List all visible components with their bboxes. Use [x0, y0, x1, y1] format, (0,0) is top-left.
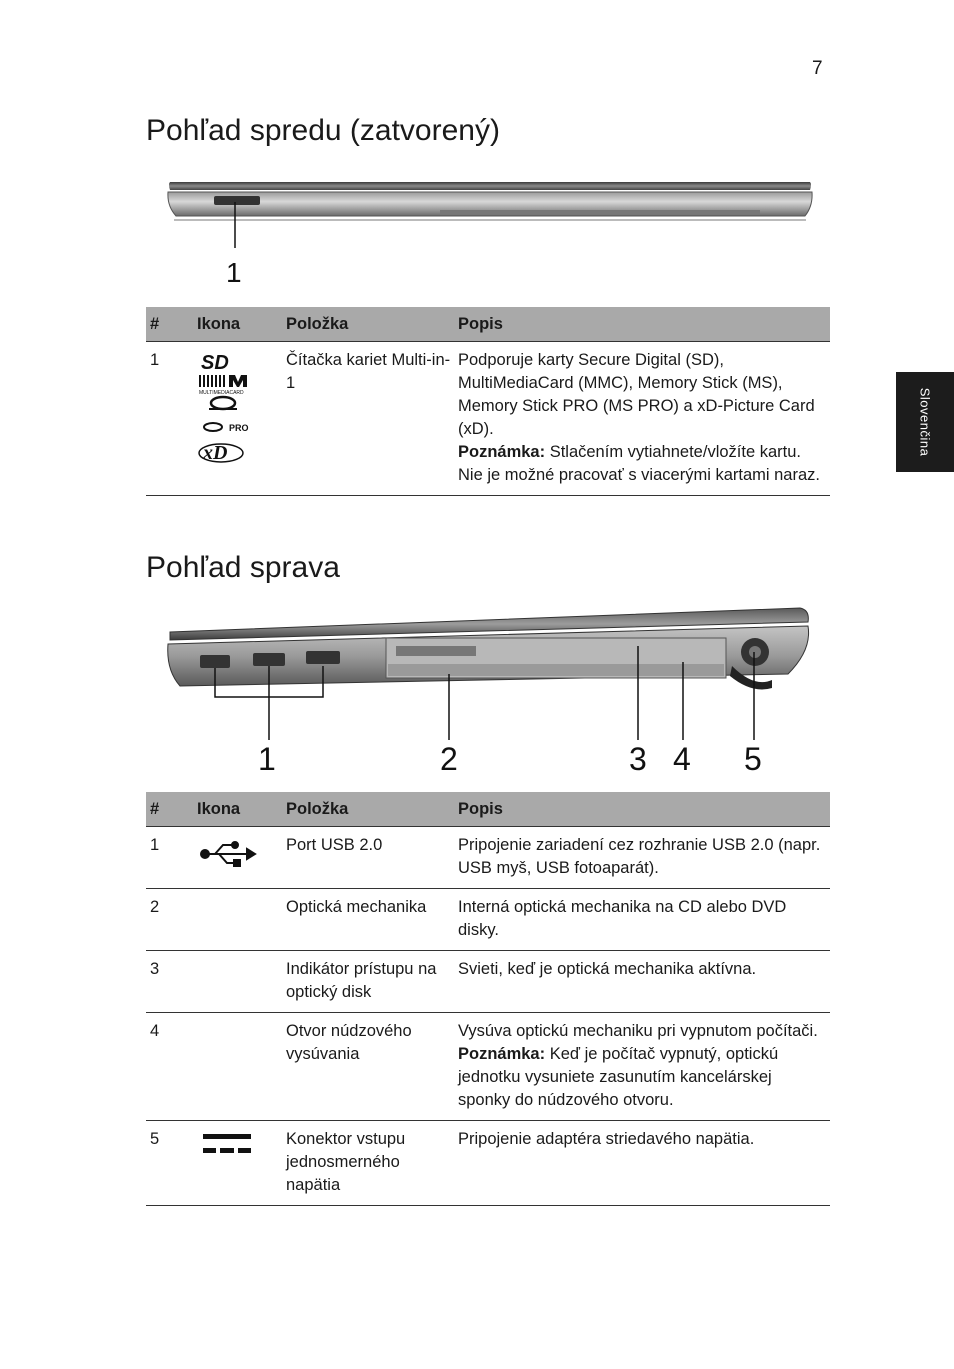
right-view-image	[140, 600, 820, 778]
column-header-num: #	[146, 792, 197, 827]
row-number: 5	[146, 1121, 197, 1206]
item-description	[458, 342, 830, 496]
item-description	[458, 1013, 830, 1121]
right-callout-4: 4	[673, 741, 691, 777]
sd-logo-text: SD	[201, 352, 229, 374]
table-row	[146, 889, 830, 951]
right-callout-5: 5	[744, 741, 762, 777]
table-header-row	[146, 792, 830, 827]
front-view-table	[146, 307, 830, 496]
table-row	[146, 951, 830, 1013]
item-name: Optická mechanika	[286, 889, 458, 951]
right-view-title: Pohľad sprava	[146, 551, 340, 584]
right-callout-3: 3	[629, 741, 647, 777]
table-row	[146, 342, 830, 496]
row-number: 3	[146, 951, 197, 1013]
page-number: 7	[812, 58, 823, 79]
front-callout-1: 1	[226, 257, 242, 288]
description-text: Podporuje karty Secure Digital (SD), MultiMediaCard (MMC), Memory Stick (MS), Memory Stick PRO (MS PRO) a xD-Picture Card (xD).	[458, 351, 815, 438]
row-number: 4	[146, 1013, 197, 1121]
item-description: Pripojenie adaptéra striedavého napätia.	[458, 1121, 830, 1206]
column-header-item: Položka	[286, 792, 458, 827]
item-name: Čítačka kariet Multi-in-1	[286, 342, 458, 496]
item-name: Otvor núdzového vysúvania	[286, 1013, 458, 1121]
item-name: Indikátor prístupu na optický disk	[286, 951, 458, 1013]
table-header-row	[146, 307, 830, 342]
description-text: Vysúva optickú mechaniku pri vypnutom počítači.	[458, 1022, 818, 1040]
right-callout-1: 1	[258, 741, 276, 777]
note-text: Keď je počítač vypnutý, optickú jednotku vysuniete zasunutím kancelárskej sponky do núdzového otvoru.	[458, 1045, 779, 1109]
note-label: Poznámka:	[458, 443, 546, 461]
front-view-title: Pohľad spredu (zatvorený)	[146, 114, 500, 147]
column-header-desc: Popis	[458, 792, 830, 827]
item-name: Konektor vstupu jednosmerného napätia	[286, 1121, 458, 1206]
language-tab	[896, 372, 954, 472]
item-description: Svieti, keď je optická mechanika aktívna.	[458, 951, 830, 1013]
row-number: 1	[146, 827, 197, 889]
table-row	[146, 827, 830, 889]
note-text: Stlačením vytiahnete/vložíte kartu. Nie je možné pracovať s viacerými kartami naraz.	[458, 443, 820, 484]
ms-pro-logo-text: PRO	[229, 423, 249, 433]
front-view-image	[140, 172, 820, 290]
card-reader-logos-icon	[197, 349, 259, 469]
dc-power-icon	[197, 1128, 257, 1162]
column-header-icon: Ikona	[197, 792, 286, 827]
column-header-item: Položka	[286, 307, 458, 342]
language-tab-label: Slovenčina	[917, 387, 933, 457]
table-row	[146, 1013, 830, 1121]
item-name: Port USB 2.0	[286, 827, 458, 889]
usb-icon	[197, 834, 257, 874]
row-number: 2	[146, 889, 197, 951]
note-label: Poznámka:	[458, 1045, 546, 1063]
right-callout-2: 2	[440, 741, 458, 777]
right-view-table	[146, 792, 830, 1206]
column-header-num: #	[146, 307, 197, 342]
mmc-logo-text: MULTIMEDIACARD	[199, 390, 244, 396]
column-header-desc: Popis	[458, 307, 830, 342]
item-description: Pripojenie zariadení cez rozhranie USB 2.0 (napr. USB myš, USB fotoaparát).	[458, 827, 830, 889]
row-number: 1	[146, 342, 197, 496]
xd-logo-text: xD	[203, 442, 228, 464]
column-header-icon: Ikona	[197, 307, 286, 342]
table-row	[146, 1121, 830, 1206]
item-description: Interná optická mechanika na CD alebo DVD disky.	[458, 889, 830, 951]
